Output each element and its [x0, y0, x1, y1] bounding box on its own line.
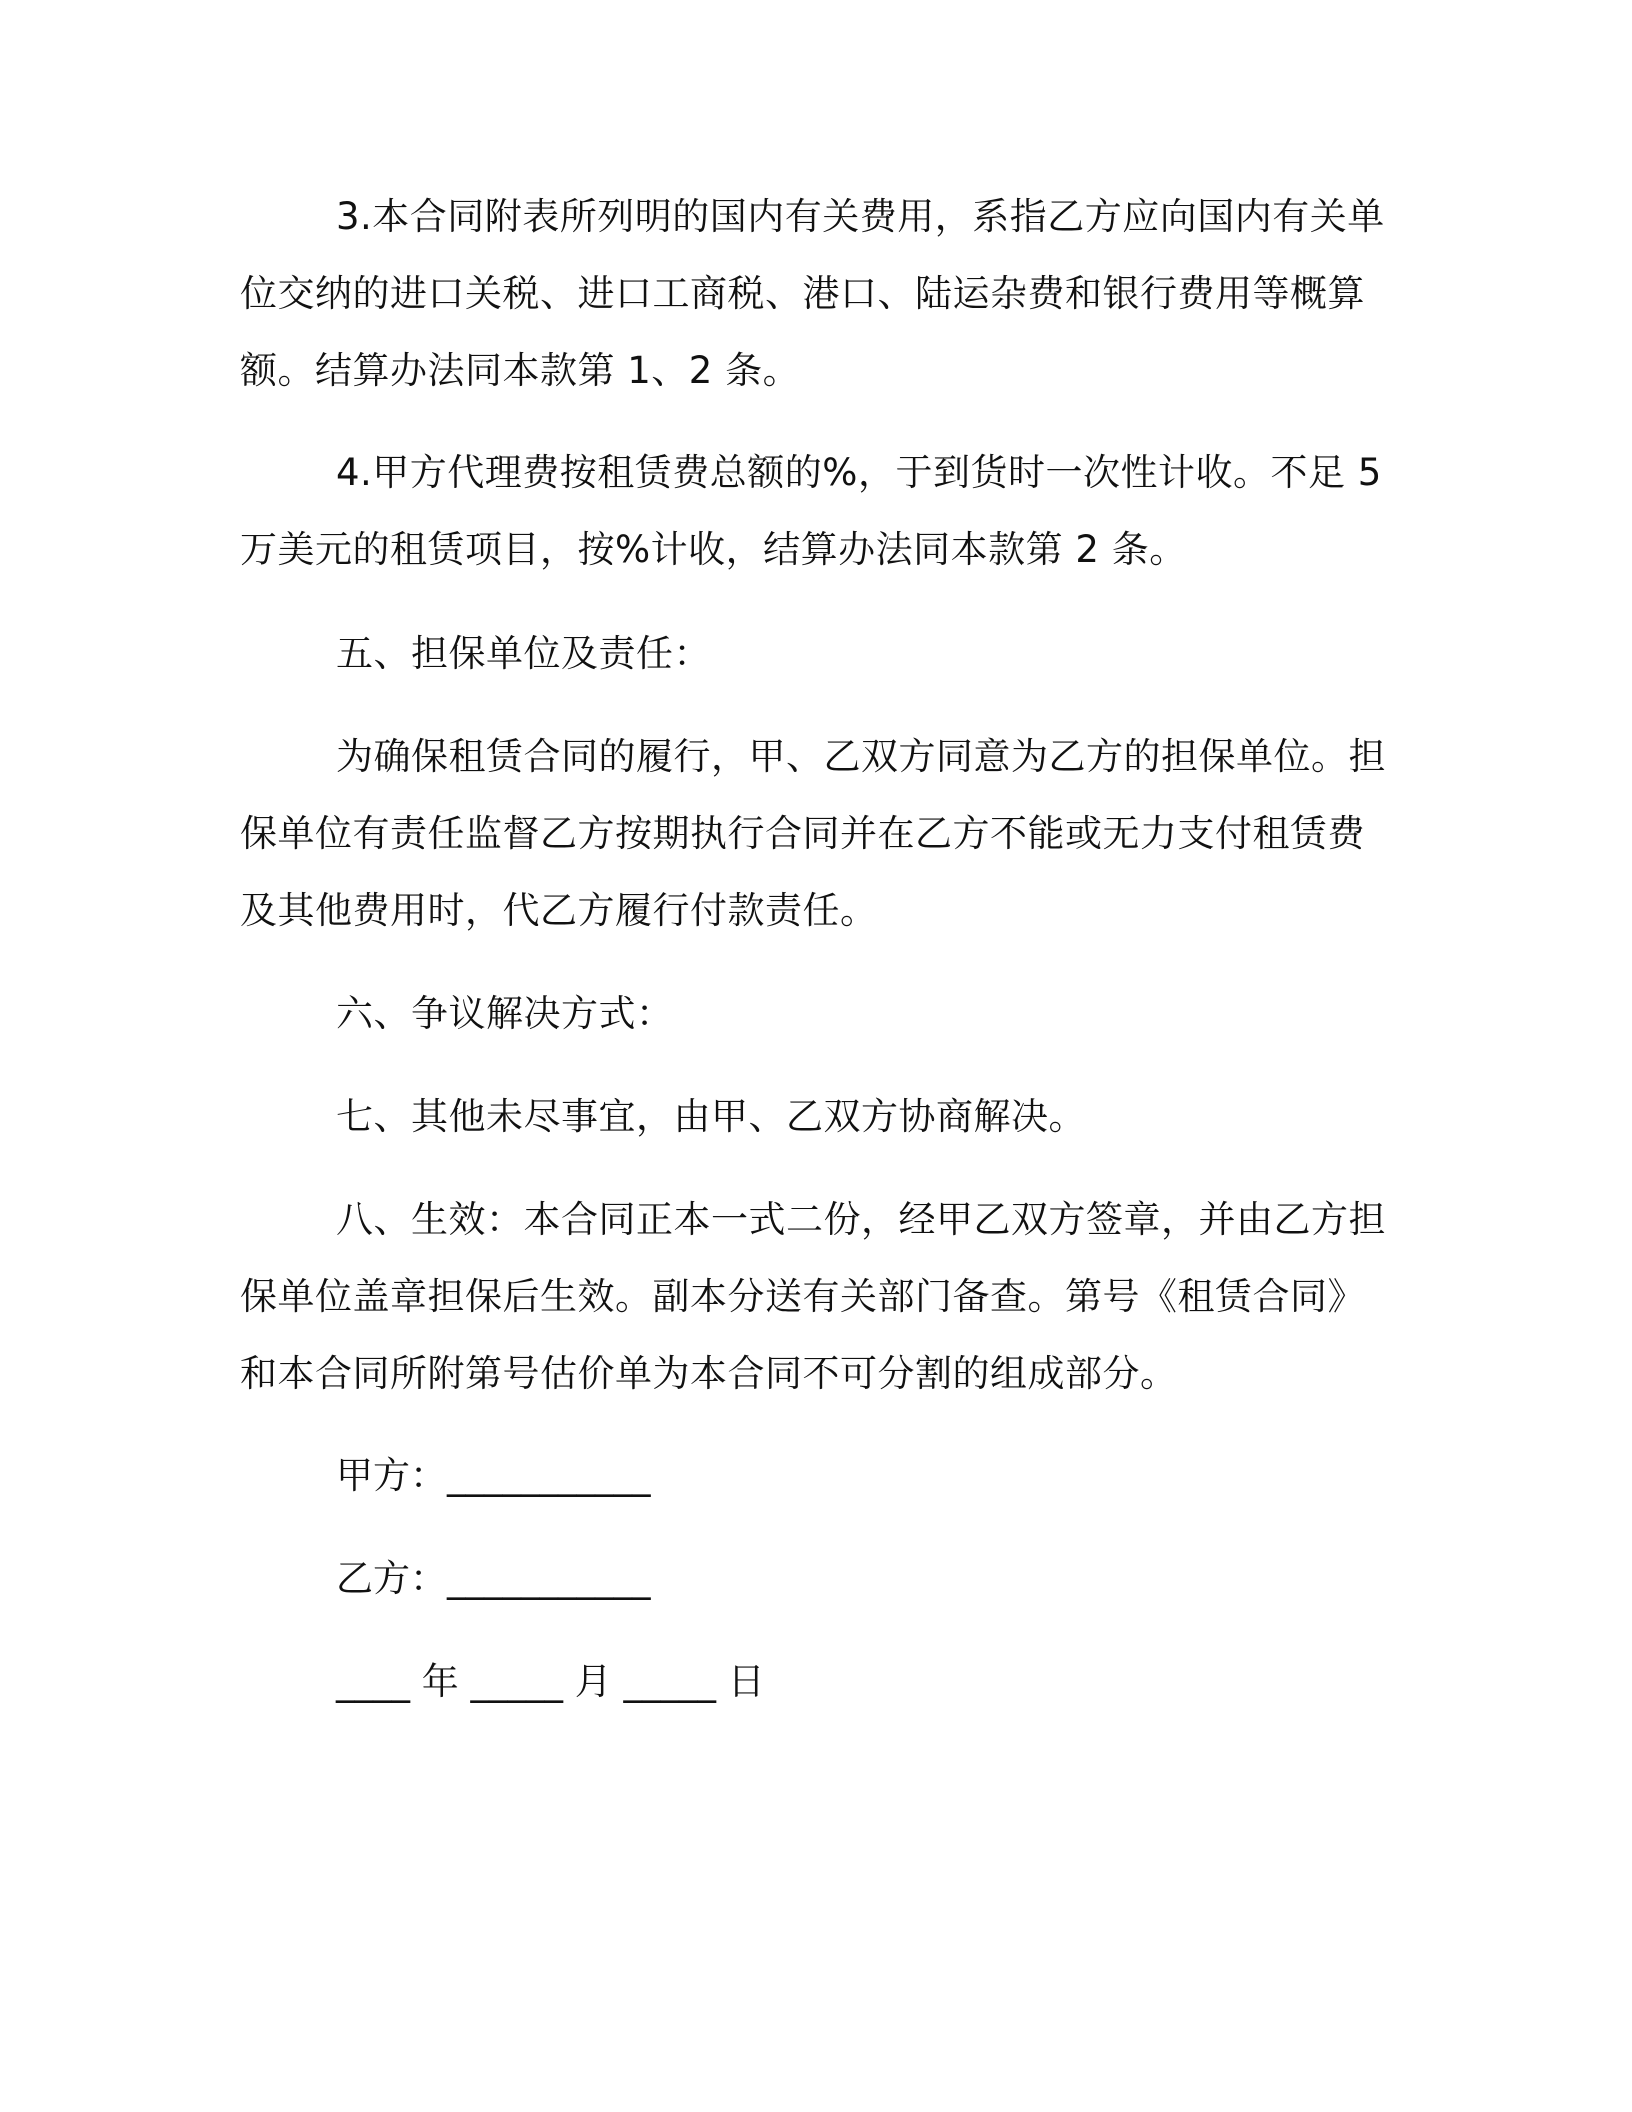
section-6-heading-text: 六、争议解决方式：: [336, 992, 674, 1035]
clause-4-line-1: 4.甲方代理费按租赁费总额的%，于到货时一次性计收。不足 5: [336, 451, 1382, 494]
section-6-heading: [240, 975, 1390, 1052]
section-5-body: [240, 718, 1390, 949]
clause-3: [240, 178, 1390, 409]
section-8-line-3: 和本合同所附第号估价单为本合同不可分割的组成部分。: [240, 1352, 1178, 1395]
party-b-signature: 乙方：___________: [336, 1557, 651, 1600]
signature-date: ____ 年 _____ 月 _____ 日: [336, 1660, 765, 1703]
clause-3-line-3: 额。结算办法同本款第 1、2 条。: [240, 349, 801, 392]
section-8-line-1: 八、生效：本合同正本一式二份，经甲乙双方签章，并由乙方担: [336, 1198, 1386, 1241]
clause-3-line-2: 位交纳的进口关税、进口工商税、港口、陆运杂费和银行费用等概算: [240, 272, 1365, 315]
section-5-body-line-1: 为确保租赁合同的履行，甲、乙双方同意为乙方的担保单位。担: [336, 735, 1386, 778]
section-5-heading: [240, 615, 1390, 692]
clause-4: [240, 434, 1390, 588]
section-8: [240, 1181, 1390, 1412]
clause-3-line-1: 3.本合同附表所列明的国内有关费用，系指乙方应向国内有关单: [336, 195, 1385, 238]
section-8-line-2: 保单位盖章担保后生效。副本分送有关部门备查。第号《租赁合同》: [240, 1275, 1365, 1318]
party-a-signature: 甲方：___________: [336, 1454, 651, 1497]
section-5-heading-text: 五、担保单位及责任：: [336, 632, 711, 675]
document-page: [240, 0, 1390, 2112]
section-7: [240, 1078, 1390, 1155]
clause-4-line-2: 万美元的租赁项目，按%计收，结算办法同本款第 2 条。: [240, 528, 1187, 571]
section-5-body-line-2: 保单位有责任监督乙方按期执行合同并在乙方不能或无力支付租赁费: [240, 812, 1365, 855]
section-7-text: 七、其他未尽事宜，由甲、乙双方协商解决。: [336, 1095, 1086, 1138]
section-5-body-line-3: 及其他费用时，代乙方履行付款责任。: [240, 889, 878, 932]
